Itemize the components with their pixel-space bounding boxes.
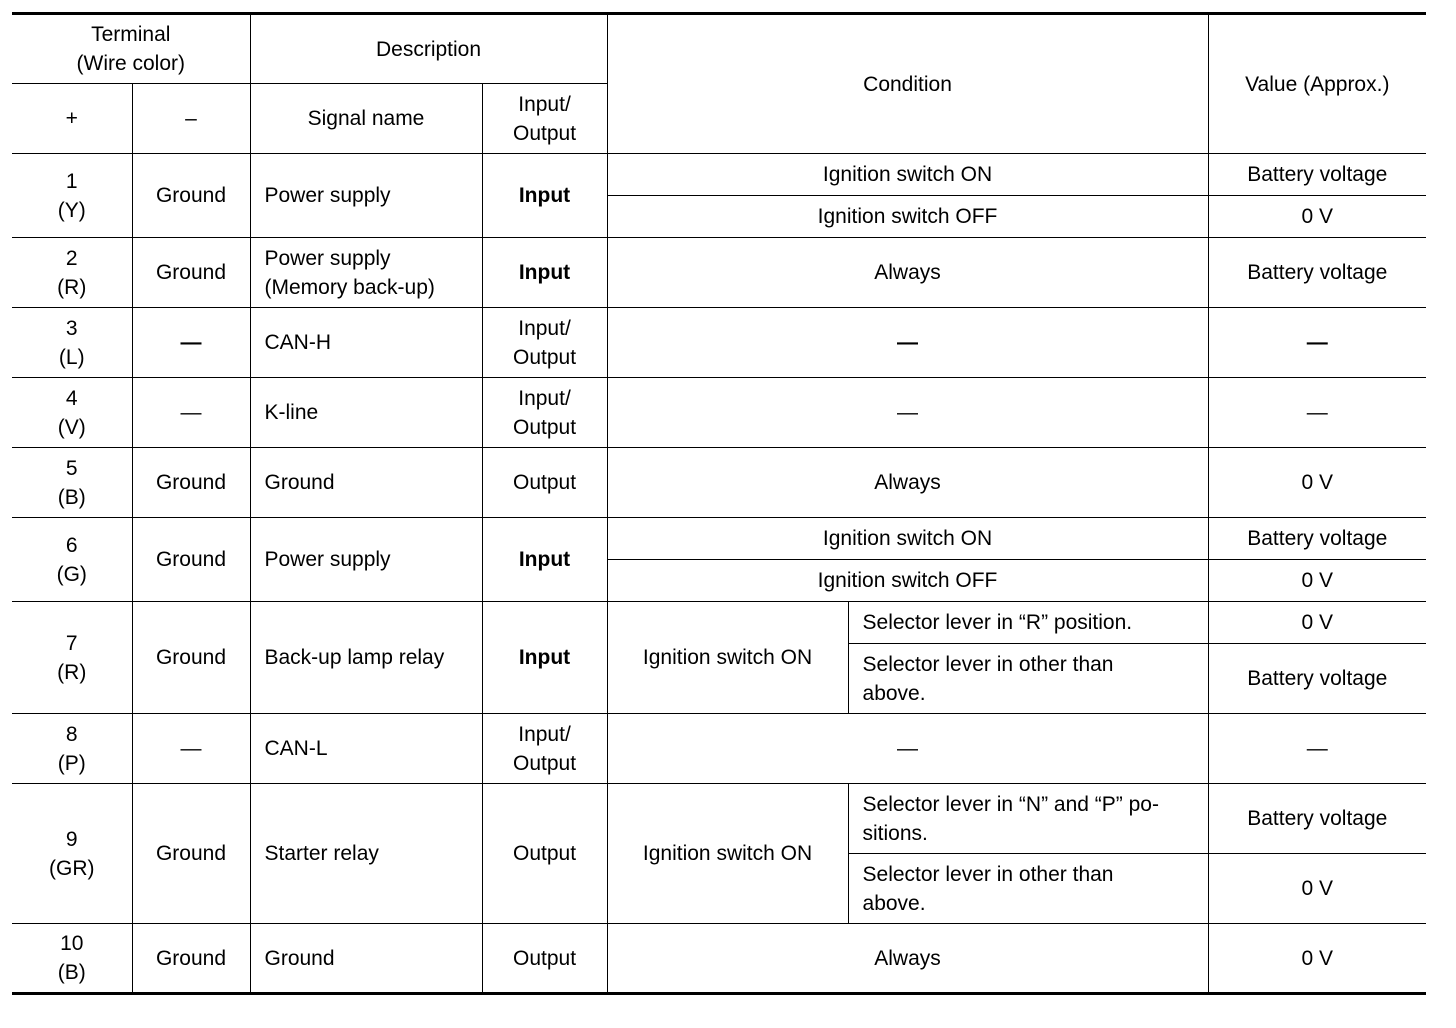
ground-cell: Ground bbox=[132, 518, 250, 602]
terminal-cell: 8 (P) bbox=[12, 714, 132, 784]
ground-cell: Ground bbox=[132, 238, 250, 308]
header-minus: – bbox=[132, 84, 250, 154]
condition-cell: Ignition switch OFF bbox=[607, 560, 1208, 602]
condition-cell: Ignition switch ON bbox=[607, 154, 1208, 196]
terminal-cell: 2 (R) bbox=[12, 238, 132, 308]
ground-cell: — bbox=[132, 308, 250, 378]
table-row bbox=[12, 154, 1426, 196]
table-row bbox=[12, 448, 1426, 518]
terminal-cell: 4 (V) bbox=[12, 378, 132, 448]
table-row bbox=[12, 308, 1426, 378]
value-cell: Battery voltage bbox=[1208, 644, 1426, 714]
signal-cell: Power supply (Memory back-up) bbox=[250, 238, 482, 308]
io-cell: Input bbox=[482, 238, 607, 308]
io-cell: Input/ Output bbox=[482, 308, 607, 378]
table-row bbox=[12, 238, 1426, 308]
ground-cell: Ground bbox=[132, 602, 250, 714]
table-row bbox=[12, 784, 1426, 854]
io-cell: Input bbox=[482, 518, 607, 602]
io-cell: Input/ Output bbox=[482, 714, 607, 784]
header-value: Value (Approx.) bbox=[1208, 14, 1426, 154]
value-cell: 0 V bbox=[1208, 560, 1426, 602]
ground-cell: — bbox=[132, 378, 250, 448]
condition-cell: Ignition switch OFF bbox=[607, 196, 1208, 238]
io-cell: Output bbox=[482, 448, 607, 518]
io-cell: Input bbox=[482, 154, 607, 238]
table-row bbox=[12, 924, 1426, 994]
terminal-cell: 7 (R) bbox=[12, 602, 132, 714]
sub-condition-cell: Selector lever in “N” and “P” po- sitions. bbox=[848, 784, 1208, 854]
header-plus: + bbox=[12, 84, 132, 154]
condition-main-cell: Ignition switch ON bbox=[607, 602, 848, 714]
sub-condition-cell: Selector lever in “R” position. bbox=[848, 602, 1208, 644]
signal-cell: CAN-L bbox=[250, 714, 482, 784]
condition-cell: Always bbox=[607, 448, 1208, 518]
header-row-1 bbox=[12, 14, 1426, 84]
value-cell: 0 V bbox=[1208, 602, 1426, 644]
io-cell: Output bbox=[482, 924, 607, 994]
ground-cell: — bbox=[132, 714, 250, 784]
ground-cell: Ground bbox=[132, 154, 250, 238]
table-row bbox=[12, 378, 1426, 448]
condition-main-cell: Ignition switch ON bbox=[607, 784, 848, 924]
value-cell: Battery voltage bbox=[1208, 518, 1426, 560]
header-description: Description bbox=[250, 14, 607, 84]
terminal-table bbox=[12, 12, 1426, 995]
sub-condition-cell: Selector lever in other than above. bbox=[848, 854, 1208, 924]
condition-cell: — bbox=[607, 714, 1208, 784]
io-cell: Input/ Output bbox=[482, 378, 607, 448]
signal-cell: Starter relay bbox=[250, 784, 482, 924]
value-cell: — bbox=[1208, 308, 1426, 378]
terminal-cell: 3 (L) bbox=[12, 308, 132, 378]
terminal-cell: 9 (GR) bbox=[12, 784, 132, 924]
value-cell: 0 V bbox=[1208, 924, 1426, 994]
signal-cell: Ground bbox=[250, 924, 482, 994]
terminal-cell: 1 (Y) bbox=[12, 154, 132, 238]
value-cell: Battery voltage bbox=[1208, 784, 1426, 854]
signal-cell: CAN-H bbox=[250, 308, 482, 378]
value-cell: 0 V bbox=[1208, 854, 1426, 924]
header-signal-name: Signal name bbox=[250, 84, 482, 154]
signal-cell: Back-up lamp relay bbox=[250, 602, 482, 714]
condition-cell: — bbox=[607, 308, 1208, 378]
ground-cell: Ground bbox=[132, 924, 250, 994]
value-cell: Battery voltage bbox=[1208, 238, 1426, 308]
value-cell: 0 V bbox=[1208, 448, 1426, 518]
sub-condition-cell: Selector lever in other than above. bbox=[848, 644, 1208, 714]
terminal-cell: 10 (B) bbox=[12, 924, 132, 994]
value-cell: 0 V bbox=[1208, 196, 1426, 238]
terminal-cell: 6 (G) bbox=[12, 518, 132, 602]
value-cell: Battery voltage bbox=[1208, 154, 1426, 196]
ground-cell: Ground bbox=[132, 448, 250, 518]
signal-cell: Power supply bbox=[250, 154, 482, 238]
condition-cell: — bbox=[607, 378, 1208, 448]
value-cell: — bbox=[1208, 714, 1426, 784]
table-row bbox=[12, 714, 1426, 784]
table-row bbox=[12, 518, 1426, 560]
signal-cell: Ground bbox=[250, 448, 482, 518]
condition-cell: Always bbox=[607, 238, 1208, 308]
io-cell: Input bbox=[482, 602, 607, 714]
condition-cell: Ignition switch ON bbox=[607, 518, 1208, 560]
signal-cell: Power supply bbox=[250, 518, 482, 602]
header-condition: Condition bbox=[607, 14, 1208, 154]
signal-cell: K-line bbox=[250, 378, 482, 448]
condition-cell: Always bbox=[607, 924, 1208, 994]
value-cell: — bbox=[1208, 378, 1426, 448]
table-row bbox=[12, 602, 1426, 644]
header-input-output: Input/ Output bbox=[482, 84, 607, 154]
terminal-cell: 5 (B) bbox=[12, 448, 132, 518]
header-terminal: Terminal (Wire color) bbox=[12, 14, 250, 84]
io-cell: Output bbox=[482, 784, 607, 924]
ground-cell: Ground bbox=[132, 784, 250, 924]
